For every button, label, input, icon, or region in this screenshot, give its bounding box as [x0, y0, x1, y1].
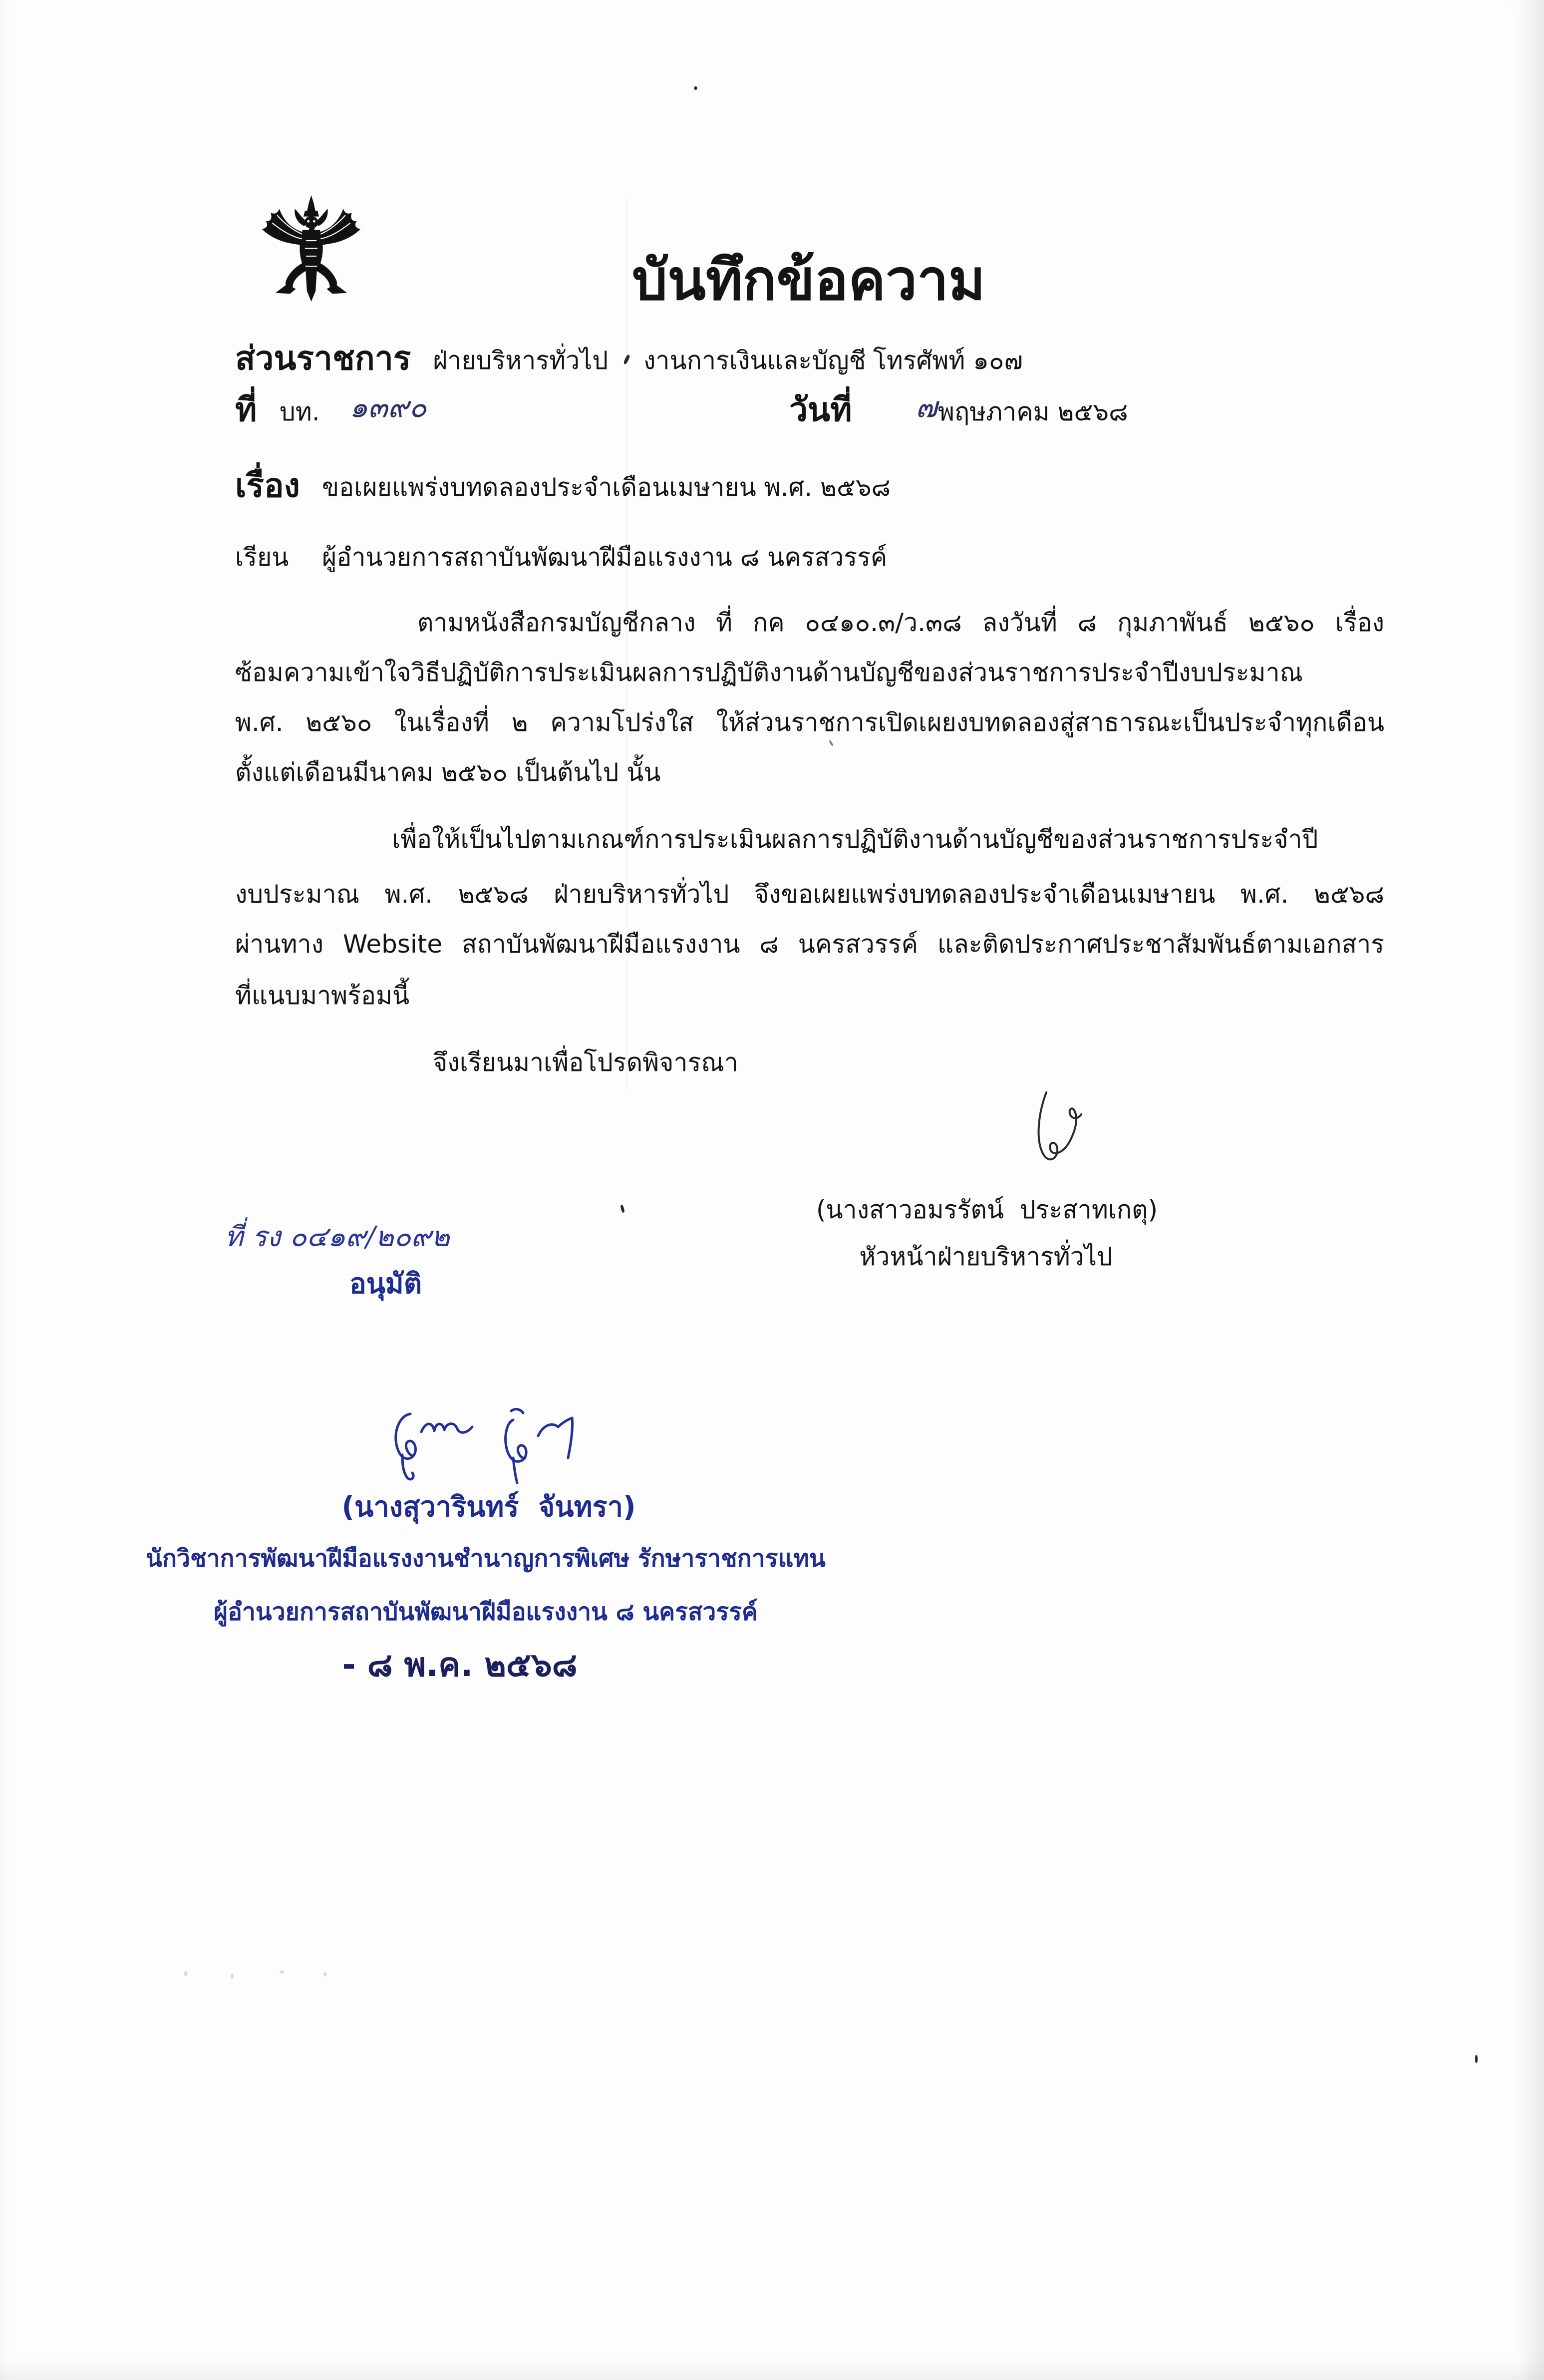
paragraph2-line: งบประมาณ พ.ศ. ๒๕๖๘ ฝ่ายบริหารทั่วไป จึงขอเผยแพร่งบทดลองประจำเดือนเมษายน พ.ศ. ๒๕๖๘	[235, 880, 1384, 909]
ref-prefix: บท.	[280, 397, 320, 426]
approver-signature	[382, 1403, 597, 1485]
paragraph1-line: ตามหนังสือกรมบัญชีกลาง ที่ กค ๐๔๑๐.๓/ว.๓๘ ลงวันที่ ๘ กุมภาพันธ์ ๒๕๖๐ เรื่อง	[417, 608, 1384, 637]
paragraph2-line: ที่แนบมาพร้อมนี้	[235, 981, 410, 1010]
ref-number-handwritten: ๑๓๙๐	[349, 390, 427, 424]
scan-speck	[1475, 2055, 1478, 2063]
department-unit: งานการเงินและบัญชี	[643, 346, 866, 375]
date-day-handwritten: ๗	[916, 390, 937, 424]
approver-position-line1: นักวิชาการพัฒนาฝีมือแรงงานชำนาญการพิเศษ รักษาราชการแทน	[146, 1544, 826, 1573]
paragraph1-line: พ.ศ. ๒๕๖๐ ในเรื่องที่ ๒ ความโปร่งใส ให้ส่วนราชการเปิดเผยงบทดลองสู่สาธารณะเป็นประจำทุกเดือน	[235, 708, 1384, 737]
approver-name: (นางสุวารินทร์ จันทรา)	[341, 1491, 636, 1524]
sender-name: (นางสาวอมรรัตน์ ประสาทเกตุ)	[816, 1195, 1158, 1224]
scan-speck	[694, 86, 697, 90]
subject-text: ขอเผยแพร่งบทดลองประจำเดือนเมษายน พ.ศ. ๒๕๖๘	[322, 473, 891, 502]
approval-decision: อนุมัติ	[349, 1268, 422, 1301]
addressee-label: เรียน	[235, 543, 289, 572]
phone-number: โทรศัพท์ ๑๐๗	[873, 346, 1023, 375]
addressee-text: ผู้อำนวยการสถาบันพัฒนาฝีมือแรงงาน ๘ นครสวรรค์	[322, 543, 888, 572]
approver-position-line2: ผู้อำนวยการสถาบันพัฒนาฝีมือแรงงาน ๘ นครสวรรค์	[214, 1598, 758, 1626]
approval-ref-handwritten: ที่ รง ๐๔๑๙/๒๐๙๒	[225, 1221, 450, 1254]
scan-speck	[620, 1204, 625, 1213]
date-label: วันที่	[789, 390, 852, 429]
paragraph2-line: ผ่านทาง Website สถาบันพัฒนาฝีมือแรงงาน ๘ นครสวรรค์ และติดประกาศประชาสัมพันธ์ตามเอกสาร	[235, 930, 1384, 959]
paragraph2-line: เพื่อให้เป็นไปตามเกณฑ์การประเมินผลการปฏิบัติงานด้านบัญชีของส่วนราชการประจำปี	[392, 825, 1318, 854]
scan-speck	[184, 1971, 188, 1976]
garuda-emblem-icon	[258, 194, 364, 304]
memo-title: บันทึกข้อความ	[632, 248, 985, 313]
scan-speck	[231, 1973, 234, 1979]
sender-position: หัวหน้าฝ่ายบริหารทั่วไป	[859, 1242, 1113, 1271]
department-label: ส่วนราชการ	[235, 339, 411, 378]
approval-date-stamp: - ๘ พ.ค. ๒๕๖๘	[342, 1646, 578, 1685]
paragraph1-line: ตั้งแต่เดือนมีนาคม ๒๕๖๐ เป็นต้นไป นั้น	[235, 758, 661, 787]
subject-label: เรื่อง	[235, 466, 300, 505]
date-month-year: พฤษภาคม ๒๕๖๘	[938, 397, 1128, 426]
department-value: ฝ่ายบริหารทั่วไป	[433, 346, 609, 375]
sender-signature	[1028, 1088, 1083, 1168]
scan-speck	[280, 1970, 284, 1974]
closing-line: จึงเรียนมาเพื่อโปรดพิจารณา	[433, 1048, 738, 1077]
ref-label: ที่	[235, 390, 257, 429]
scan-speck	[323, 1972, 327, 1977]
paragraph1-line: ซ้อมความเข้าใจวิธีปฏิบัติการประเมินผลการปฏิบัติงานด้านบัญชีของส่วนราชการประจำปีงบประมาณ	[235, 658, 1303, 687]
